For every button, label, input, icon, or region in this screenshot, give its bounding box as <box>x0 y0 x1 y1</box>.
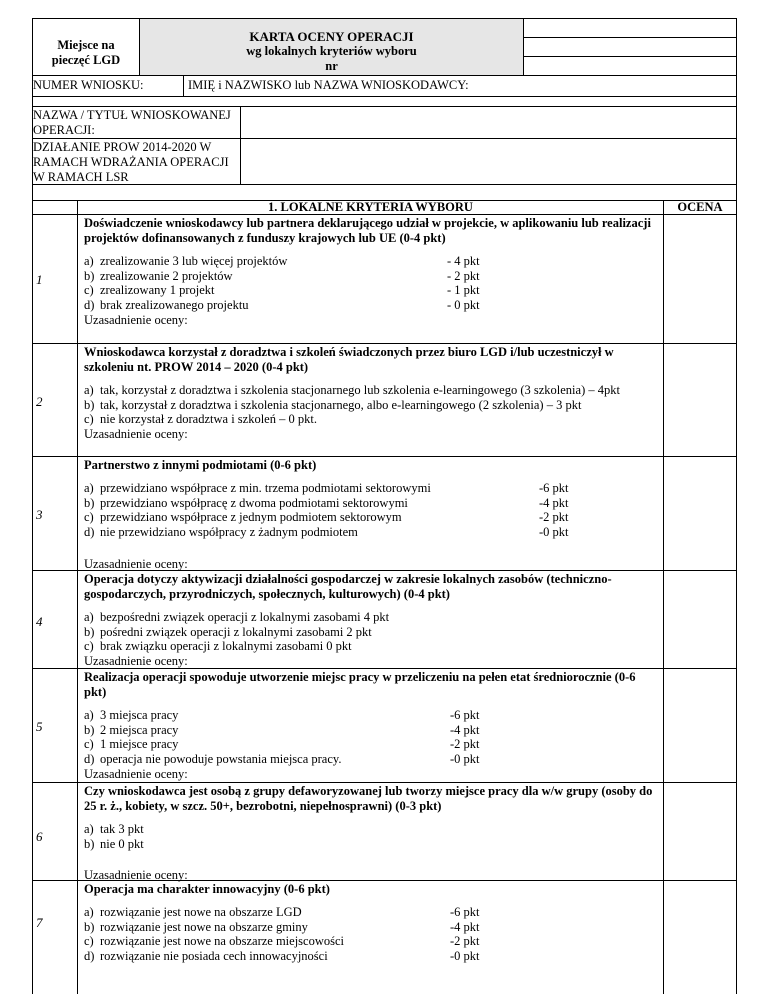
criterion-3-option-d: d) nie przewidziano współpracy z żadnym podmiotem -0 pkt <box>84 524 569 539</box>
criterion-3-option-a: a) przewidziano współprace z min. trzema podmiotami sektorowymi -6 pkt <box>84 481 569 495</box>
measure-label: DZIAŁANIE PROW 2014-2020 W RAMACH WDRAŻANIA OPERACJI W RAMACH LSR <box>33 140 229 184</box>
criterion-1-number: 1 <box>36 272 43 287</box>
operation-name-label: NAZWA / TYTUŁ WNIOSKOWANEJ OPERACJI: <box>33 108 231 137</box>
criterion-3-justification-label: Uzasadnienie oceny: <box>84 557 188 572</box>
criterion-2-option-c: c) nie korzystał z doradztwa i szkoleń – 0 pkt. <box>84 412 317 427</box>
criterion-4-number-cell <box>32 571 78 669</box>
criterion-5-number-cell <box>32 669 78 783</box>
criterion-6-number: 6 <box>36 829 43 844</box>
criterion-6-justification-label: Uzasadnienie oceny: <box>84 868 188 883</box>
criterion-4-number: 4 <box>36 614 43 629</box>
criterion-4-title: Operacja dotyczy aktywizacji działalności gospodarczej w zakresie lokalnych zasobów (techniczno-gospodarczych, przyrodniczych, społecznych, kulturowych) (0-4 pkt) <box>84 572 612 601</box>
applicant-field[interactable] <box>184 76 737 97</box>
spacer-row-1 <box>32 97 737 107</box>
criterion-7-option-a: a) rozwiązanie jest nowe na obszarze LGD -6 pkt <box>84 905 480 919</box>
criterion-6-option-a: a) tak 3 pkt <box>84 822 144 836</box>
criterion-1-justification-label: Uzasadnienie oceny: <box>84 313 188 328</box>
criterion-7-option-d: d) rozwiązanie nie posiada cech innowacyjności -0 pkt <box>84 948 480 963</box>
criterion-3-number: 3 <box>36 507 43 522</box>
criterion-1-option-d: d) brak zrealizowanego projektu - 0 pkt <box>84 297 480 312</box>
criterion-4-options <box>84 610 657 654</box>
criterion-4-option-c: c) brak związku operacji z lokalnymi zasobami 0 pkt <box>84 639 352 654</box>
score-column-header: OCENA <box>664 201 737 215</box>
criterion-5-score-cell[interactable] <box>664 669 737 783</box>
application-number-field[interactable] <box>32 76 184 97</box>
criterion-1-options <box>84 254 657 312</box>
criterion-5-option-b: b) 2 miejsca pracy -4 pkt <box>84 722 480 737</box>
criterion-6-options <box>84 822 657 851</box>
header-right-cell-2[interactable] <box>524 38 737 57</box>
criterion-7-title: Operacja ma charakter innowacyjny (0-6 pkt) <box>84 882 330 896</box>
operation-name-field[interactable] <box>241 107 737 139</box>
criterion-6-content <box>78 783 664 881</box>
criterion-5-title: Realizacja operacji spowoduje utworzenie miejsc pracy w przeliczeniu na pełen etat średniorocznie (0-6 pkt) <box>84 670 636 699</box>
criterion-6-title: Czy wnioskodawca jest osobą z grupy defaworyzowanej lub tworzy miejsce pracy dla w/w grupy (osoby do 25 r. ż., kobiety, w szcz. 50+, bezrobotni, niepełnosprawni) (0-3 pkt) <box>84 784 653 813</box>
criterion-6-score-cell[interactable] <box>664 783 737 881</box>
criterion-2-score-cell[interactable] <box>664 344 737 457</box>
stamp-label-line1: Miejsce na <box>57 38 115 52</box>
criterion-3-content <box>78 457 664 571</box>
criterion-1-score-cell[interactable] <box>664 215 737 344</box>
stamp-placeholder-cell <box>32 18 140 76</box>
criterion-5-number: 5 <box>36 719 43 734</box>
criterion-5-option-d: d) operacja nie powoduje powstania miejsca pracy. -0 pkt <box>84 751 480 766</box>
criterion-3-option-b: b) przewidziano współpracę z dwoma podmiotami sektorowymi -4 pkt <box>84 495 569 510</box>
stamp-label-line2: pieczęć LGD <box>51 53 121 67</box>
form-subtitle: wg lokalnych kryteriów wyboru <box>246 44 417 58</box>
criterion-5-option-c: c) 1 miejsce pracy -2 pkt <box>84 737 480 752</box>
criterion-1-option-a: a) zrealizowanie 3 lub więcej projektów - 4 pkt <box>84 254 480 268</box>
criterion-1-number-cell <box>32 215 78 344</box>
criterion-2-number-cell <box>32 344 78 457</box>
form-nr-label: nr <box>325 59 338 73</box>
criterion-5-justification-label: Uzasadnienie oceny: <box>84 767 188 782</box>
criterion-4-score-cell[interactable] <box>664 571 737 669</box>
criterion-2-option-b: b) tak, korzystał z doradztwa i szkolenia stacjonarnego, albo e-learningowego (2 szkolenia) – 3 pkt <box>84 397 582 412</box>
header-right-cell-1[interactable] <box>524 18 737 38</box>
criterion-2-title: Wnioskodawca korzystał z doradztwa i szkoleń świadczonych przez biuro LGD i/lub uczestniczył w szkoleniu nt. PROW 2014 – 2020 (0-4 pkt) <box>84 345 614 374</box>
criterion-2-options <box>84 383 657 427</box>
criterion-4-justification-label: Uzasadnienie oceny: <box>84 653 188 668</box>
criterion-1-title: Doświadczenie wnioskodawcy lub partnera deklarującego udział w projekcie, w aplikowaniu lub realizacji projektów dofinansowanych z funduszy krajowych lub UE (0-4 pkt) <box>84 216 651 245</box>
criterion-3-score-cell[interactable] <box>664 457 737 571</box>
criterion-4-content <box>78 571 664 669</box>
criterion-3-options <box>84 481 657 539</box>
criterion-5-options <box>84 708 657 766</box>
criterion-7-number-cell <box>32 881 78 994</box>
criterion-1-option-c: c) zrealizowany 1 projekt - 1 pkt <box>84 283 480 298</box>
criterion-3-title: Partnerstwo z innymi podmiotami (0-6 pkt) <box>84 458 317 472</box>
section-title: 1. LOKALNE KRYTERIA WYBORU <box>78 201 664 215</box>
criterion-1-option-b: b) zrealizowanie 2 projektów - 2 pkt <box>84 268 480 283</box>
criterion-7-option-b: b) rozwiązanie jest nowe na obszarze gminy -4 pkt <box>84 919 480 934</box>
criterion-3-option-c: c) przewidziano współprace z jednym podmiotem sektorowym -2 pkt <box>84 510 569 525</box>
measure-label-cell <box>32 139 241 185</box>
criterion-2-option-a: a) tak, korzystał z doradztwa i szkolenia stacjonarnego lub szkolenia e-learningowego (3 szkolenia) – 4pkt <box>84 383 620 397</box>
application-number-label: NUMER WNIOSKU: <box>33 78 144 92</box>
form-title: KARTA OCENY OPERACJI <box>249 29 414 44</box>
criterion-5-content <box>78 669 664 783</box>
criterion-7-score-cell[interactable] <box>664 881 737 994</box>
operation-name-label-cell <box>32 107 241 139</box>
criterion-7-number: 7 <box>36 915 43 930</box>
criterion-7-options <box>84 905 657 963</box>
spacer-row-2 <box>32 185 737 201</box>
criterion-6-option-b: b) nie 0 pkt <box>84 836 144 851</box>
criterion-7-content <box>78 881 664 994</box>
header-right-cell-3[interactable] <box>524 57 737 76</box>
criterion-1-content <box>78 215 664 344</box>
applicant-label: IMIĘ i NAZWISKO lub NAZWA WNIOSKODAWCY: <box>188 78 469 92</box>
criterion-4-option-a: a) bezpośredni związek operacji z lokalnymi zasobami 4 pkt <box>84 610 390 624</box>
criterion-2-justification-label: Uzasadnienie oceny: <box>84 426 188 441</box>
criterion-2-number: 2 <box>36 394 43 409</box>
criterion-4-option-b: b) pośredni związek operacji z lokalnymi zasobami 2 pkt <box>84 624 372 639</box>
criterion-3-number-cell <box>32 457 78 571</box>
criterion-6-number-cell <box>32 783 78 881</box>
title-cell <box>140 18 524 76</box>
criterion-7-option-c: c) rozwiązanie jest nowe na obszarze miejscowości -2 pkt <box>84 934 480 949</box>
measure-field[interactable] <box>241 139 737 185</box>
criterion-5-option-a: a) 3 miejsca pracy -6 pkt <box>84 708 480 722</box>
criterion-2-content <box>78 344 664 457</box>
section-number-header-cell <box>32 201 78 215</box>
